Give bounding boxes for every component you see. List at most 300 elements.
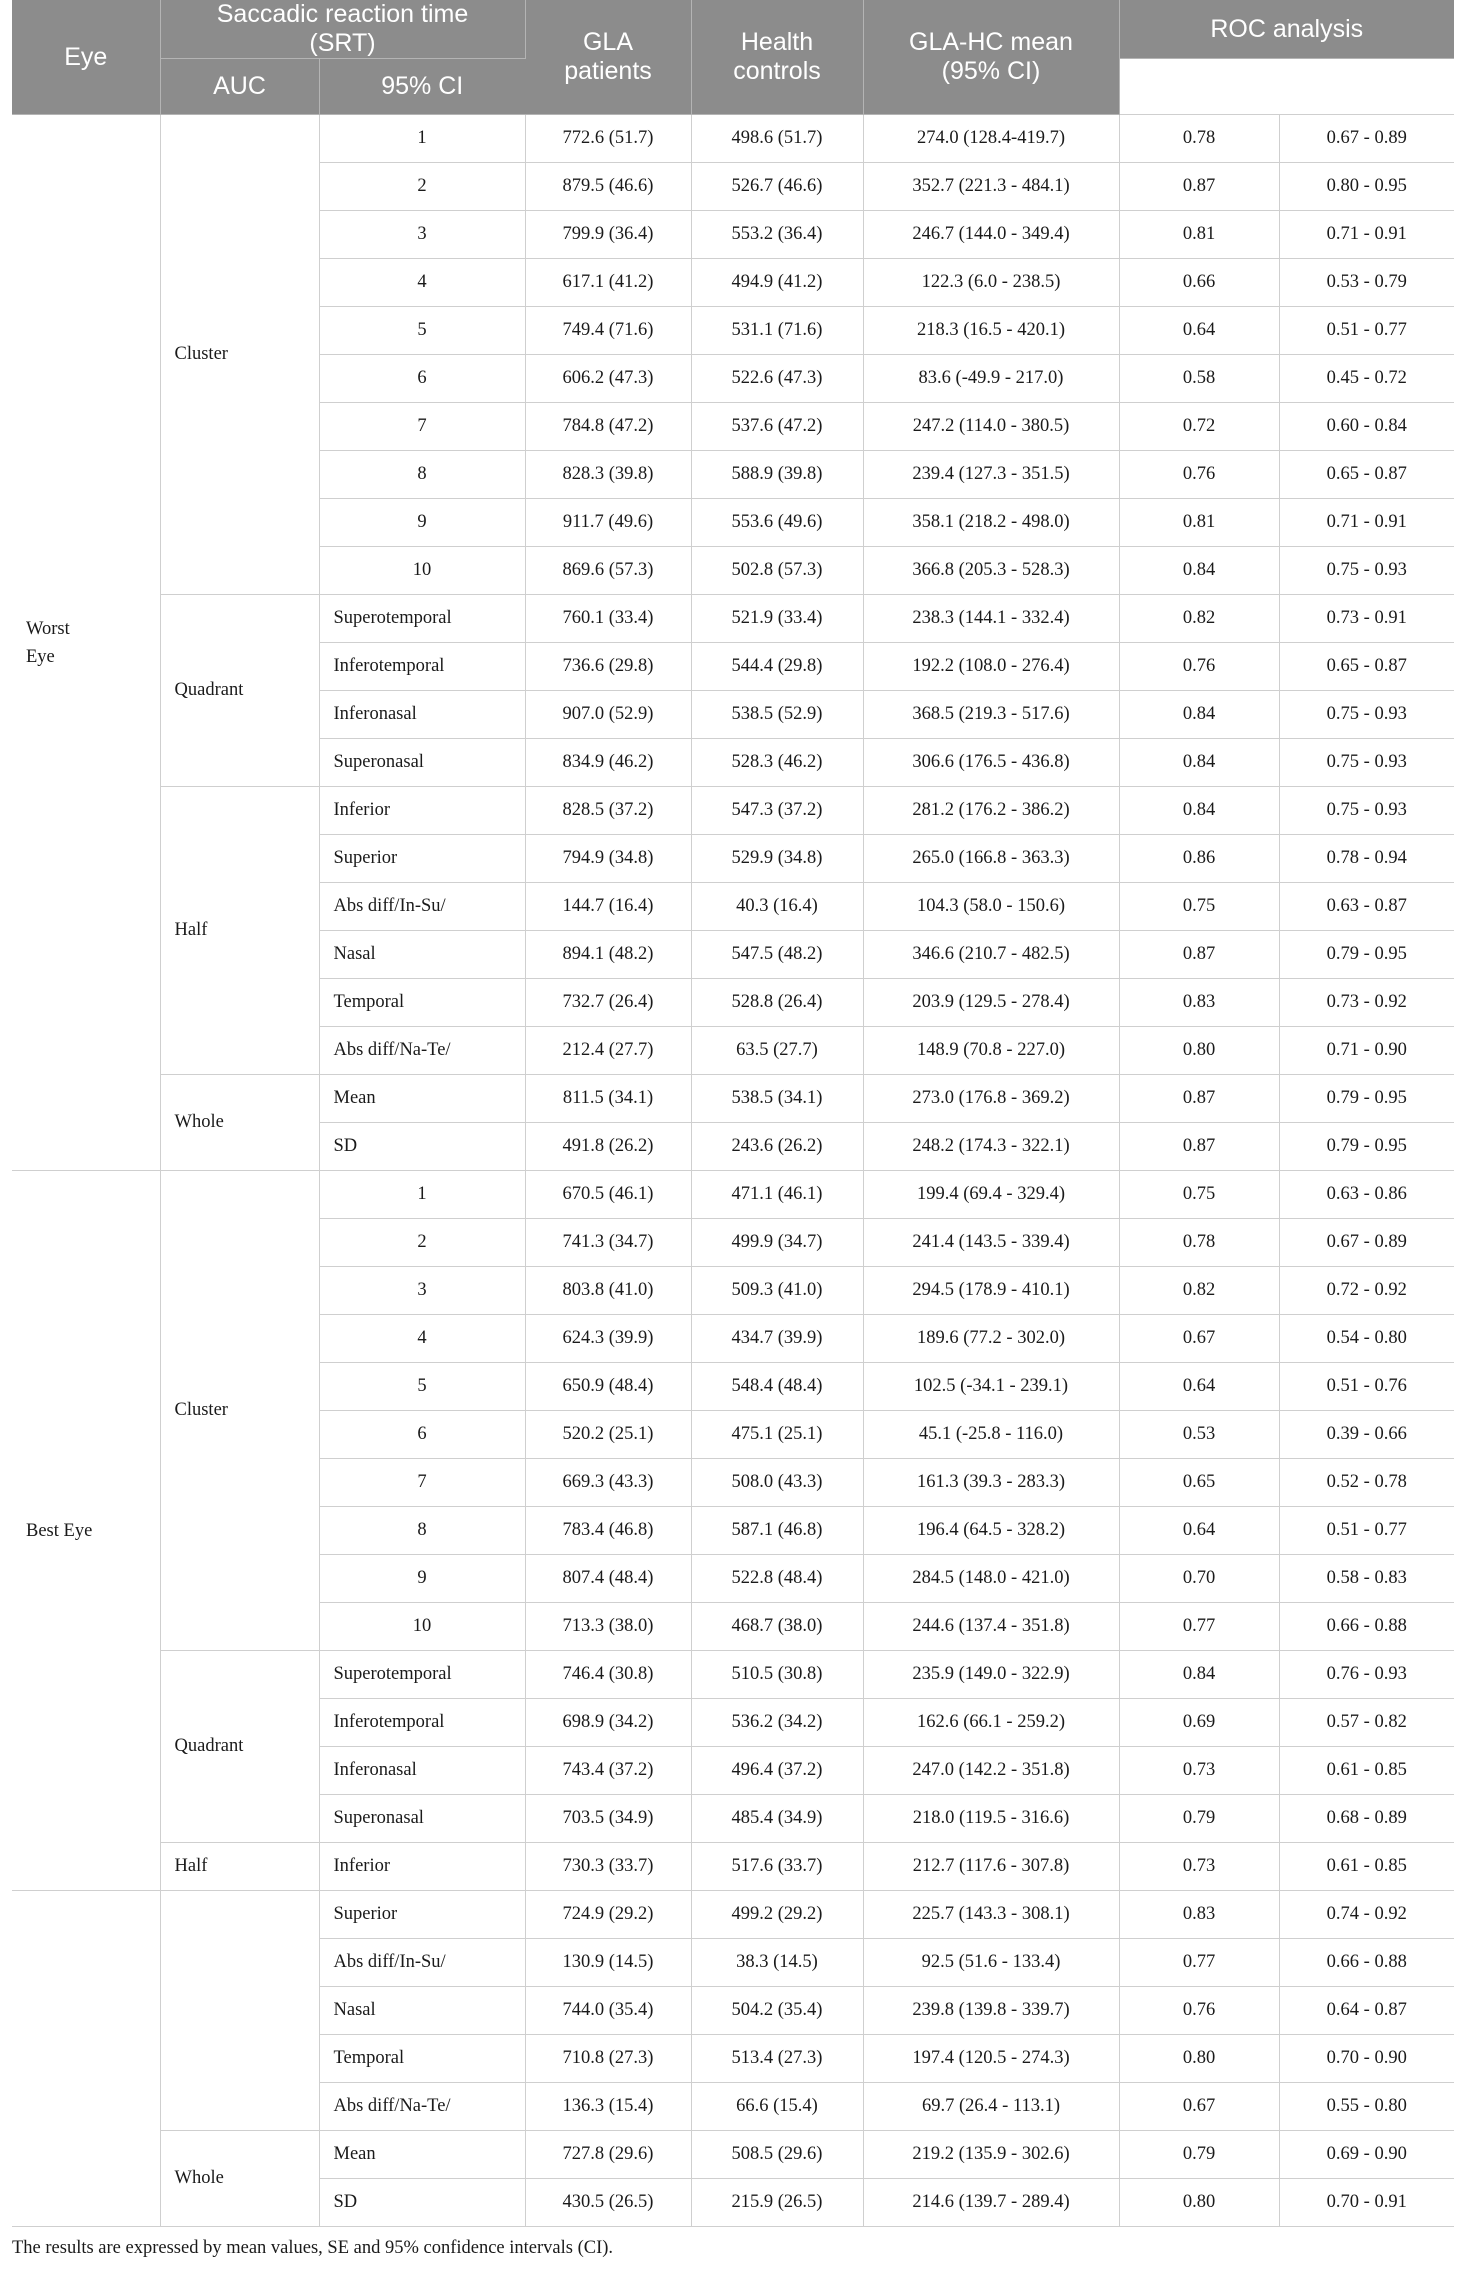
ci-value: 0.68 - 0.89 xyxy=(1279,1795,1454,1843)
table-row xyxy=(12,115,1454,163)
diff-value: 199.4 (69.4 - 329.4) xyxy=(863,1171,1119,1219)
srt-subitem: SD xyxy=(319,2179,525,2227)
group-cell: Cluster xyxy=(160,1171,319,1651)
diff-header-label: GLA-HC mean (95% CI) xyxy=(909,28,1073,85)
group-cell: Quadrant xyxy=(160,595,319,787)
diff-value: 265.0 (166.8 - 363.3) xyxy=(863,835,1119,883)
auc-value: 0.81 xyxy=(1119,211,1279,259)
gla-value: 834.9 (46.2) xyxy=(525,739,691,787)
srt-subitem: Superotemporal xyxy=(319,595,525,643)
auc-value: 0.73 xyxy=(1119,1843,1279,1891)
table-row xyxy=(12,1891,1454,1939)
gla-value: 710.8 (27.3) xyxy=(525,2035,691,2083)
gla-value: 491.8 (26.2) xyxy=(525,1123,691,1171)
gla-value: 907.0 (52.9) xyxy=(525,691,691,739)
health-value: 40.3 (16.4) xyxy=(691,883,863,931)
diff-value: 247.2 (114.0 - 380.5) xyxy=(863,403,1119,451)
diff-value: 239.4 (127.3 - 351.5) xyxy=(863,451,1119,499)
diff-value: 238.3 (144.1 - 332.4) xyxy=(863,595,1119,643)
ci-value: 0.61 - 0.85 xyxy=(1279,1747,1454,1795)
auc-value: 0.87 xyxy=(1119,931,1279,979)
gla-column-header xyxy=(525,0,691,115)
health-value: 536.2 (34.2) xyxy=(691,1699,863,1747)
auc-value: 0.84 xyxy=(1119,739,1279,787)
ci-value: 0.71 - 0.91 xyxy=(1279,499,1454,547)
srt-subitem: 10 xyxy=(319,547,525,595)
diff-value: 225.7 (143.3 - 308.1) xyxy=(863,1891,1119,1939)
table-row xyxy=(12,1843,1454,1891)
health-value: 63.5 (27.7) xyxy=(691,1027,863,1075)
diff-value: 192.2 (108.0 - 276.4) xyxy=(863,643,1119,691)
srt-subitem: Inferotemporal xyxy=(319,1699,525,1747)
table-row xyxy=(12,787,1454,835)
auc-value: 0.76 xyxy=(1119,451,1279,499)
auc-value: 0.67 xyxy=(1119,2083,1279,2131)
auc-value: 0.84 xyxy=(1119,691,1279,739)
ci-value: 0.69 - 0.90 xyxy=(1279,2131,1454,2179)
auc-value: 0.64 xyxy=(1119,1363,1279,1411)
ci-value: 0.60 - 0.84 xyxy=(1279,403,1454,451)
ci-value: 0.67 - 0.89 xyxy=(1279,1219,1454,1267)
ci-value: 0.51 - 0.77 xyxy=(1279,1507,1454,1555)
srt-subitem: Mean xyxy=(319,2131,525,2179)
gla-value: 736.6 (29.8) xyxy=(525,643,691,691)
auc-value: 0.79 xyxy=(1119,1795,1279,1843)
srt-subitem: Nasal xyxy=(319,1987,525,2035)
gla-value: 212.4 (27.7) xyxy=(525,1027,691,1075)
auc-value: 0.69 xyxy=(1119,1699,1279,1747)
diff-value: 189.6 (77.2 - 302.0) xyxy=(863,1315,1119,1363)
auc-value: 0.58 xyxy=(1119,355,1279,403)
srt-subitem: 6 xyxy=(319,1411,525,1459)
srt-subitem: Inferonasal xyxy=(319,1747,525,1795)
gla-value: 670.5 (46.1) xyxy=(525,1171,691,1219)
health-value: 537.6 (47.2) xyxy=(691,403,863,451)
gla-value: 807.4 (48.4) xyxy=(525,1555,691,1603)
diff-value: 368.5 (219.3 - 517.6) xyxy=(863,691,1119,739)
gla-value: 760.1 (33.4) xyxy=(525,595,691,643)
gla-value: 828.5 (37.2) xyxy=(525,787,691,835)
health-value: 538.5 (34.1) xyxy=(691,1075,863,1123)
gla-value: 144.7 (16.4) xyxy=(525,883,691,931)
gla-value: 803.8 (41.0) xyxy=(525,1267,691,1315)
health-value: 471.1 (46.1) xyxy=(691,1171,863,1219)
gla-value: 772.6 (51.7) xyxy=(525,115,691,163)
diff-value: 69.7 (26.4 - 113.1) xyxy=(863,2083,1119,2131)
health-value: 494.9 (41.2) xyxy=(691,259,863,307)
health-value: 547.5 (48.2) xyxy=(691,931,863,979)
gla-value: 784.8 (47.2) xyxy=(525,403,691,451)
auc-value: 0.75 xyxy=(1119,1171,1279,1219)
srt-subitem: 9 xyxy=(319,1555,525,1603)
ci-value: 0.75 - 0.93 xyxy=(1279,691,1454,739)
health-value: 544.4 (29.8) xyxy=(691,643,863,691)
diff-value: 45.1 (-25.8 - 116.0) xyxy=(863,1411,1119,1459)
health-value: 504.2 (35.4) xyxy=(691,1987,863,2035)
health-value: 553.6 (49.6) xyxy=(691,499,863,547)
diff-value: 241.4 (143.5 - 339.4) xyxy=(863,1219,1119,1267)
srt-results-table xyxy=(12,0,1454,2227)
auc-value: 0.84 xyxy=(1119,547,1279,595)
diff-value: 104.3 (58.0 - 150.6) xyxy=(863,883,1119,931)
eye-label: Worst Eye xyxy=(26,618,70,667)
eye-column-header: Eye xyxy=(12,0,160,115)
gla-value: 743.4 (37.2) xyxy=(525,1747,691,1795)
group-cell: Half xyxy=(160,1843,319,1891)
auc-value: 0.80 xyxy=(1119,2179,1279,2227)
srt-subitem: 3 xyxy=(319,211,525,259)
eye-label: Best Eye xyxy=(26,1520,93,1541)
diff-value: 196.4 (64.5 - 328.2) xyxy=(863,1507,1119,1555)
ci-value: 0.71 - 0.91 xyxy=(1279,211,1454,259)
ci-value: 0.70 - 0.91 xyxy=(1279,2179,1454,2227)
diff-value: 366.8 (205.3 - 528.3) xyxy=(863,547,1119,595)
ci-value: 0.66 - 0.88 xyxy=(1279,1603,1454,1651)
diff-value: 306.6 (176.5 - 436.8) xyxy=(863,739,1119,787)
ci-value: 0.53 - 0.79 xyxy=(1279,259,1454,307)
srt-subitem: Inferior xyxy=(319,1843,525,1891)
auc-value: 0.80 xyxy=(1119,2035,1279,2083)
ci-value: 0.78 - 0.94 xyxy=(1279,835,1454,883)
health-value: 587.1 (46.8) xyxy=(691,1507,863,1555)
diff-value: 274.0 (128.4-419.7) xyxy=(863,115,1119,163)
diff-value: 273.0 (176.8 - 369.2) xyxy=(863,1075,1119,1123)
auc-value: 0.87 xyxy=(1119,1075,1279,1123)
health-value: 588.9 (39.8) xyxy=(691,451,863,499)
health-value: 529.9 (34.8) xyxy=(691,835,863,883)
health-value: 528.8 (26.4) xyxy=(691,979,863,1027)
diff-value: 161.3 (39.3 - 283.3) xyxy=(863,1459,1119,1507)
health-value: 496.4 (37.2) xyxy=(691,1747,863,1795)
srt-subitem: Superotemporal xyxy=(319,1651,525,1699)
srt-subitem: Abs diff/In-Su/ xyxy=(319,883,525,931)
gla-value: 911.7 (49.6) xyxy=(525,499,691,547)
srt-subitem: Inferotemporal xyxy=(319,643,525,691)
srt-subitem: Abs diff/Na-Te/ xyxy=(319,1027,525,1075)
srt-subitem: 2 xyxy=(319,1219,525,1267)
ci-value: 0.58 - 0.83 xyxy=(1279,1555,1454,1603)
gla-value: 744.0 (35.4) xyxy=(525,1987,691,2035)
health-value: 517.6 (33.7) xyxy=(691,1843,863,1891)
ci-value: 0.73 - 0.91 xyxy=(1279,595,1454,643)
ci-value: 0.75 - 0.93 xyxy=(1279,547,1454,595)
auc-value: 0.83 xyxy=(1119,1891,1279,1939)
diff-value: 247.0 (142.2 - 351.8) xyxy=(863,1747,1119,1795)
ci-value: 0.71 - 0.90 xyxy=(1279,1027,1454,1075)
ci-column-header: 95% CI xyxy=(319,59,525,115)
auc-value: 0.78 xyxy=(1119,1219,1279,1267)
diff-value: 148.9 (70.8 - 227.0) xyxy=(863,1027,1119,1075)
auc-value: 0.65 xyxy=(1119,1459,1279,1507)
health-header-label: Health controls xyxy=(733,28,821,85)
diff-column-header xyxy=(863,0,1119,115)
gla-value: 724.9 (29.2) xyxy=(525,1891,691,1939)
diff-value: 219.2 (135.9 - 302.6) xyxy=(863,2131,1119,2179)
gla-value: 430.5 (26.5) xyxy=(525,2179,691,2227)
health-value: 538.5 (52.9) xyxy=(691,691,863,739)
ci-value: 0.57 - 0.82 xyxy=(1279,1699,1454,1747)
gla-value: 606.2 (47.3) xyxy=(525,355,691,403)
gla-value: 794.9 (34.8) xyxy=(525,835,691,883)
eye-cell xyxy=(12,1171,160,1891)
ci-value: 0.79 - 0.95 xyxy=(1279,1075,1454,1123)
ci-value: 0.51 - 0.76 xyxy=(1279,1363,1454,1411)
gla-value: 894.1 (48.2) xyxy=(525,931,691,979)
health-value: 510.5 (30.8) xyxy=(691,1651,863,1699)
table-row xyxy=(12,1651,1454,1699)
auc-column-header: AUC xyxy=(160,59,319,115)
diff-value: 92.5 (51.6 - 133.4) xyxy=(863,1939,1119,1987)
srt-subitem: Mean xyxy=(319,1075,525,1123)
health-value: 468.7 (38.0) xyxy=(691,1603,863,1651)
health-value: 215.9 (26.5) xyxy=(691,2179,863,2227)
diff-value: 162.6 (66.1 - 259.2) xyxy=(863,1699,1119,1747)
eye-cell xyxy=(12,115,160,1171)
gla-value: 746.4 (30.8) xyxy=(525,1651,691,1699)
auc-value: 0.79 xyxy=(1119,2131,1279,2179)
health-value: 547.3 (37.2) xyxy=(691,787,863,835)
health-value: 66.6 (15.4) xyxy=(691,2083,863,2131)
srt-subitem: 8 xyxy=(319,1507,525,1555)
srt-subitem: 4 xyxy=(319,259,525,307)
auc-value: 0.84 xyxy=(1119,787,1279,835)
srt-header-label: Saccadic reaction time (SRT) xyxy=(216,0,469,57)
srt-subitem: Temporal xyxy=(319,2035,525,2083)
health-value: 522.8 (48.4) xyxy=(691,1555,863,1603)
srt-subitem: 5 xyxy=(319,1363,525,1411)
table-row xyxy=(12,1171,1454,1219)
table-footnote: The results are expressed by mean values, SE and 95% confidence intervals (CI). xyxy=(12,2238,614,2258)
srt-subitem: 4 xyxy=(319,1315,525,1363)
group-cell: Cluster xyxy=(160,115,319,595)
health-value: 531.1 (71.6) xyxy=(691,307,863,355)
srt-subitem: 10 xyxy=(319,1603,525,1651)
srt-subitem: 7 xyxy=(319,403,525,451)
auc-value: 0.77 xyxy=(1119,1603,1279,1651)
auc-value: 0.83 xyxy=(1119,979,1279,1027)
auc-value: 0.66 xyxy=(1119,259,1279,307)
gla-value: 713.3 (38.0) xyxy=(525,1603,691,1651)
auc-value: 0.75 xyxy=(1119,883,1279,931)
table-body xyxy=(12,115,1454,2227)
gla-value: 783.4 (46.8) xyxy=(525,1507,691,1555)
auc-value: 0.73 xyxy=(1119,1747,1279,1795)
diff-value: 248.2 (174.3 - 322.1) xyxy=(863,1123,1119,1171)
diff-value: 212.7 (117.6 - 307.8) xyxy=(863,1843,1119,1891)
srt-subitem: 9 xyxy=(319,499,525,547)
diff-value: 246.7 (144.0 - 349.4) xyxy=(863,211,1119,259)
health-value: 509.3 (41.0) xyxy=(691,1267,863,1315)
ci-value: 0.52 - 0.78 xyxy=(1279,1459,1454,1507)
ci-value: 0.63 - 0.86 xyxy=(1279,1171,1454,1219)
health-value: 485.4 (34.9) xyxy=(691,1795,863,1843)
auc-value: 0.76 xyxy=(1119,1987,1279,2035)
diff-value: 218.0 (119.5 - 316.6) xyxy=(863,1795,1119,1843)
table-header xyxy=(12,0,1454,115)
gla-value: 741.3 (34.7) xyxy=(525,1219,691,1267)
auc-value: 0.53 xyxy=(1119,1411,1279,1459)
srt-subitem: SD xyxy=(319,1123,525,1171)
auc-value: 0.76 xyxy=(1119,643,1279,691)
ci-value: 0.39 - 0.66 xyxy=(1279,1411,1454,1459)
roc-column-header: ROC analysis xyxy=(1119,0,1454,59)
gla-value: 730.3 (33.7) xyxy=(525,1843,691,1891)
diff-value: 122.3 (6.0 - 238.5) xyxy=(863,259,1119,307)
diff-value: 235.9 (149.0 - 322.9) xyxy=(863,1651,1119,1699)
results-table-container xyxy=(12,0,1454,2227)
table-row xyxy=(12,595,1454,643)
gla-value: 698.9 (34.2) xyxy=(525,1699,691,1747)
ci-value: 0.70 - 0.90 xyxy=(1279,2035,1454,2083)
srt-subitem: 1 xyxy=(319,1171,525,1219)
diff-value: 102.5 (-34.1 - 239.1) xyxy=(863,1363,1119,1411)
ci-value: 0.54 - 0.80 xyxy=(1279,1315,1454,1363)
gla-value: 869.6 (57.3) xyxy=(525,547,691,595)
diff-value: 352.7 (221.3 - 484.1) xyxy=(863,163,1119,211)
auc-value: 0.64 xyxy=(1119,307,1279,355)
srt-subitem: Inferonasal xyxy=(319,691,525,739)
table-row xyxy=(12,1075,1454,1123)
diff-value: 239.8 (139.8 - 339.7) xyxy=(863,1987,1119,2035)
ci-value: 0.75 - 0.93 xyxy=(1279,739,1454,787)
srt-subitem: Superonasal xyxy=(319,1795,525,1843)
auc-value: 0.82 xyxy=(1119,1267,1279,1315)
diff-value: 284.5 (148.0 - 421.0) xyxy=(863,1555,1119,1603)
gla-header-label: GLA patients xyxy=(564,28,652,85)
ci-value: 0.73 - 0.92 xyxy=(1279,979,1454,1027)
gla-value: 669.3 (43.3) xyxy=(525,1459,691,1507)
auc-value: 0.86 xyxy=(1119,835,1279,883)
diff-value: 294.5 (178.9 - 410.1) xyxy=(863,1267,1119,1315)
auc-value: 0.80 xyxy=(1119,1027,1279,1075)
gla-value: 130.9 (14.5) xyxy=(525,1939,691,1987)
srt-subitem: 3 xyxy=(319,1267,525,1315)
srt-subitem: Superonasal xyxy=(319,739,525,787)
auc-value: 0.81 xyxy=(1119,499,1279,547)
health-column-header xyxy=(691,0,863,115)
health-value: 526.7 (46.6) xyxy=(691,163,863,211)
gla-value: 624.3 (39.9) xyxy=(525,1315,691,1363)
diff-value: 197.4 (120.5 - 274.3) xyxy=(863,2035,1119,2083)
health-value: 498.6 (51.7) xyxy=(691,115,863,163)
auc-value: 0.82 xyxy=(1119,595,1279,643)
srt-subitem: Nasal xyxy=(319,931,525,979)
ci-value: 0.76 - 0.93 xyxy=(1279,1651,1454,1699)
diff-value: 346.6 (210.7 - 482.5) xyxy=(863,931,1119,979)
auc-value: 0.77 xyxy=(1119,1939,1279,1987)
health-value: 475.1 (25.1) xyxy=(691,1411,863,1459)
health-value: 508.5 (29.6) xyxy=(691,2131,863,2179)
diff-value: 214.6 (139.7 - 289.4) xyxy=(863,2179,1119,2227)
gla-value: 828.3 (39.8) xyxy=(525,451,691,499)
group-cell: Half xyxy=(160,787,319,1075)
srt-subitem: 5 xyxy=(319,307,525,355)
group-cell: Whole xyxy=(160,1075,319,1171)
ci-value: 0.63 - 0.87 xyxy=(1279,883,1454,931)
gla-value: 811.5 (34.1) xyxy=(525,1075,691,1123)
srt-subitem: 1 xyxy=(319,115,525,163)
gla-value: 520.2 (25.1) xyxy=(525,1411,691,1459)
srt-subitem: Superior xyxy=(319,1891,525,1939)
group-cell: Whole xyxy=(160,2131,319,2227)
health-value: 508.0 (43.3) xyxy=(691,1459,863,1507)
diff-value: 203.9 (129.5 - 278.4) xyxy=(863,979,1119,1027)
table-row xyxy=(12,2131,1454,2179)
auc-value: 0.87 xyxy=(1119,1123,1279,1171)
auc-value: 0.67 xyxy=(1119,1315,1279,1363)
diff-value: 83.6 (-49.9 - 217.0) xyxy=(863,355,1119,403)
srt-subitem: Temporal xyxy=(319,979,525,1027)
health-value: 243.6 (26.2) xyxy=(691,1123,863,1171)
gla-value: 617.1 (41.2) xyxy=(525,259,691,307)
srt-subitem: 2 xyxy=(319,163,525,211)
gla-value: 703.5 (34.9) xyxy=(525,1795,691,1843)
group-cell: Quadrant xyxy=(160,1651,319,1843)
ci-value: 0.65 - 0.87 xyxy=(1279,643,1454,691)
srt-subitem: Abs diff/In-Su/ xyxy=(319,1939,525,1987)
health-value: 521.9 (33.4) xyxy=(691,595,863,643)
srt-subitem: 8 xyxy=(319,451,525,499)
health-value: 499.9 (34.7) xyxy=(691,1219,863,1267)
health-value: 548.4 (48.4) xyxy=(691,1363,863,1411)
ci-value: 0.67 - 0.89 xyxy=(1279,115,1454,163)
gla-value: 650.9 (48.4) xyxy=(525,1363,691,1411)
srt-subitem: 6 xyxy=(319,355,525,403)
health-value: 38.3 (14.5) xyxy=(691,1939,863,1987)
ci-value: 0.45 - 0.72 xyxy=(1279,355,1454,403)
diff-value: 281.2 (176.2 - 386.2) xyxy=(863,787,1119,835)
srt-subitem: Abs diff/Na-Te/ xyxy=(319,2083,525,2131)
gla-value: 879.5 (46.6) xyxy=(525,163,691,211)
health-value: 522.6 (47.3) xyxy=(691,355,863,403)
gla-value: 727.8 (29.6) xyxy=(525,2131,691,2179)
diff-value: 218.3 (16.5 - 420.1) xyxy=(863,307,1119,355)
ci-value: 0.79 - 0.95 xyxy=(1279,931,1454,979)
health-value: 502.8 (57.3) xyxy=(691,547,863,595)
ci-value: 0.64 - 0.87 xyxy=(1279,1987,1454,2035)
auc-value: 0.64 xyxy=(1119,1507,1279,1555)
group-cell xyxy=(160,1891,319,2131)
ci-value: 0.66 - 0.88 xyxy=(1279,1939,1454,1987)
gla-value: 749.4 (71.6) xyxy=(525,307,691,355)
health-value: 513.4 (27.3) xyxy=(691,2035,863,2083)
srt-subitem: Inferior xyxy=(319,787,525,835)
health-value: 528.3 (46.2) xyxy=(691,739,863,787)
ci-value: 0.80 - 0.95 xyxy=(1279,163,1454,211)
gla-value: 136.3 (15.4) xyxy=(525,2083,691,2131)
srt-subitem: 7 xyxy=(319,1459,525,1507)
gla-value: 732.7 (26.4) xyxy=(525,979,691,1027)
diff-value: 358.1 (218.2 - 498.0) xyxy=(863,499,1119,547)
health-value: 434.7 (39.9) xyxy=(691,1315,863,1363)
diff-value: 244.6 (137.4 - 351.8) xyxy=(863,1603,1119,1651)
ci-value: 0.51 - 0.77 xyxy=(1279,307,1454,355)
health-value: 553.2 (36.4) xyxy=(691,211,863,259)
ci-value: 0.75 - 0.93 xyxy=(1279,787,1454,835)
health-value: 499.2 (29.2) xyxy=(691,1891,863,1939)
auc-value: 0.78 xyxy=(1119,115,1279,163)
srt-column-header xyxy=(160,0,525,59)
auc-value: 0.87 xyxy=(1119,163,1279,211)
eye-cell xyxy=(12,1891,160,2227)
ci-value: 0.79 - 0.95 xyxy=(1279,1123,1454,1171)
ci-value: 0.61 - 0.85 xyxy=(1279,1843,1454,1891)
ci-value: 0.72 - 0.92 xyxy=(1279,1267,1454,1315)
auc-value: 0.70 xyxy=(1119,1555,1279,1603)
ci-value: 0.65 - 0.87 xyxy=(1279,451,1454,499)
srt-subitem: Superior xyxy=(319,835,525,883)
ci-value: 0.55 - 0.80 xyxy=(1279,2083,1454,2131)
